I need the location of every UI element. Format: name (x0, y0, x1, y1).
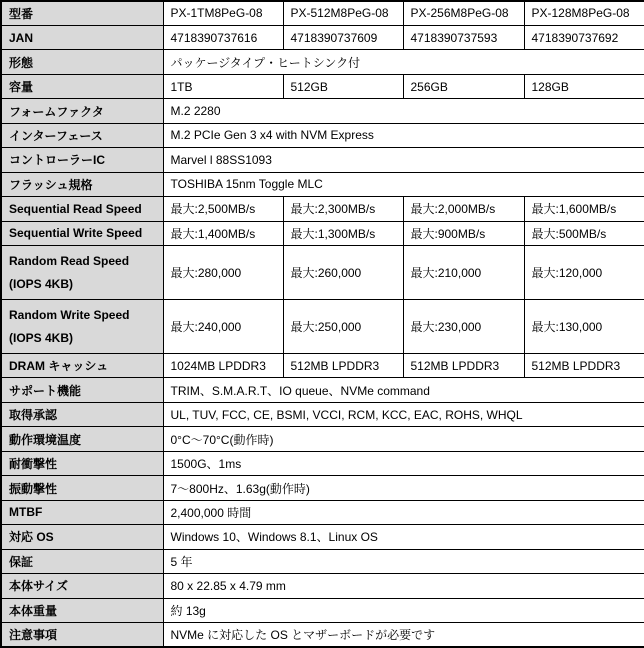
row-value: 最大:280,000 (163, 246, 283, 300)
spec-table-body (1, 1, 644, 647)
row-label: 型番 (1, 1, 163, 25)
row-label: 保証 (1, 549, 163, 573)
row-value: 0°C～70°C(動作時) (163, 427, 644, 451)
row-label-line1: Random Write Speed (9, 308, 130, 323)
row-value: NVMe に対応した OS とマザーボードが必要です (163, 623, 644, 647)
row-value: 128GB (524, 74, 644, 98)
row-value: 512MB LPDDR3 (403, 354, 524, 378)
row-value: 512GB (283, 74, 403, 98)
table-row (1, 246, 644, 300)
row-value: 最大:230,000 (403, 300, 524, 354)
row-value: M.2 2280 (163, 99, 644, 123)
row-label: 形態 (1, 50, 163, 74)
table-row (1, 354, 644, 378)
row-value: PX-1TM8PeG-08 (163, 1, 283, 25)
table-row (1, 74, 644, 98)
row-value: 最大:240,000 (163, 300, 283, 354)
row-value: 256GB (403, 74, 524, 98)
row-label: Sequential Read Speed (1, 197, 163, 221)
row-value: 約 13g (163, 598, 644, 622)
row-value: PX-512M8PeG-08 (283, 1, 403, 25)
row-value: パッケージタイプ・ヒートシンク付 (163, 50, 644, 74)
table-row (1, 99, 644, 123)
row-value: 1500G、1ms (163, 451, 644, 475)
row-label: 注意事項 (1, 623, 163, 647)
table-row (1, 378, 644, 402)
row-label: 対応 OS (1, 525, 163, 549)
row-label: コントローラーIC (1, 148, 163, 172)
row-label (1, 246, 163, 300)
row-label: JAN (1, 25, 163, 49)
row-value: 最大:1,400MB/s (163, 221, 283, 245)
row-value: Windows 10、Windows 8.1、Linux OS (163, 525, 644, 549)
row-value: PX-256M8PeG-08 (403, 1, 524, 25)
row-value: 512MB LPDDR3 (283, 354, 403, 378)
row-value: 4718390737593 (403, 25, 524, 49)
row-value: 4718390737616 (163, 25, 283, 49)
row-value: 4718390737609 (283, 25, 403, 49)
table-row (1, 549, 644, 573)
table-row (1, 500, 644, 524)
row-label: MTBF (1, 500, 163, 524)
table-row (1, 574, 644, 598)
row-value: 4718390737692 (524, 25, 644, 49)
row-value: M.2 PCIe Gen 3 x4 with NVM Express (163, 123, 644, 147)
row-value: PX-128M8PeG-08 (524, 1, 644, 25)
row-value: 2,400,000 時間 (163, 500, 644, 524)
row-label: 本体サイズ (1, 574, 163, 598)
row-value: 最大:1,600MB/s (524, 197, 644, 221)
row-value: UL, TUV, FCC, CE, BSMI, VCCI, RCM, KCC, EAC, ROHS, WHQL (163, 402, 644, 426)
row-value: 最大:1,300MB/s (283, 221, 403, 245)
row-value: 最大:500MB/s (524, 221, 644, 245)
row-value: 1TB (163, 74, 283, 98)
table-row (1, 300, 644, 354)
row-value: 512MB LPDDR3 (524, 354, 644, 378)
row-value: 最大:120,000 (524, 246, 644, 300)
row-label: 耐衝撃性 (1, 451, 163, 475)
table-row (1, 197, 644, 221)
table-row (1, 172, 644, 196)
row-value: 最大:2,500MB/s (163, 197, 283, 221)
table-row (1, 25, 644, 49)
row-label: フォームファクタ (1, 99, 163, 123)
row-label: 本体重量 (1, 598, 163, 622)
table-row (1, 402, 644, 426)
row-value: 最大:250,000 (283, 300, 403, 354)
row-label (1, 300, 163, 354)
row-value: TRIM、S.M.A.R.T、IO queue、NVMe command (163, 378, 644, 402)
row-value: 最大:210,000 (403, 246, 524, 300)
row-label: DRAM キャッシュ (1, 354, 163, 378)
row-label: 動作環境温度 (1, 427, 163, 451)
row-label: サポート機能 (1, 378, 163, 402)
table-row (1, 525, 644, 549)
row-label: フラッシュ規格 (1, 172, 163, 196)
table-row (1, 476, 644, 500)
row-value: 最大:900MB/s (403, 221, 524, 245)
row-value: 80 x 22.85 x 4.79 mm (163, 574, 644, 598)
row-label: インターフェース (1, 123, 163, 147)
row-value: 1024MB LPDDR3 (163, 354, 283, 378)
table-row (1, 427, 644, 451)
row-value: 最大:2,000MB/s (403, 197, 524, 221)
table-row (1, 451, 644, 475)
row-value: 7～800Hz、1.63g(動作時) (163, 476, 644, 500)
table-row (1, 1, 644, 25)
row-value: 最大:260,000 (283, 246, 403, 300)
row-label-line1: Random Read Speed (9, 254, 130, 269)
row-value: 5 年 (163, 549, 644, 573)
row-label-line2: (IOPS 4KB) (9, 277, 74, 292)
table-row (1, 50, 644, 74)
table-row (1, 148, 644, 172)
table-row (1, 221, 644, 245)
row-label: Sequential Write Speed (1, 221, 163, 245)
table-row (1, 623, 644, 647)
row-value: 最大:130,000 (524, 300, 644, 354)
row-value: TOSHIBA 15nm Toggle MLC (163, 172, 644, 196)
table-row (1, 123, 644, 147)
row-label: 取得承認 (1, 402, 163, 426)
row-label-line2: (IOPS 4KB) (9, 331, 74, 346)
table-row (1, 598, 644, 622)
row-value: 最大:2,300MB/s (283, 197, 403, 221)
row-value: Marvel l 88SS1093 (163, 148, 644, 172)
row-label: 振動撃性 (1, 476, 163, 500)
row-label: 容量 (1, 74, 163, 98)
